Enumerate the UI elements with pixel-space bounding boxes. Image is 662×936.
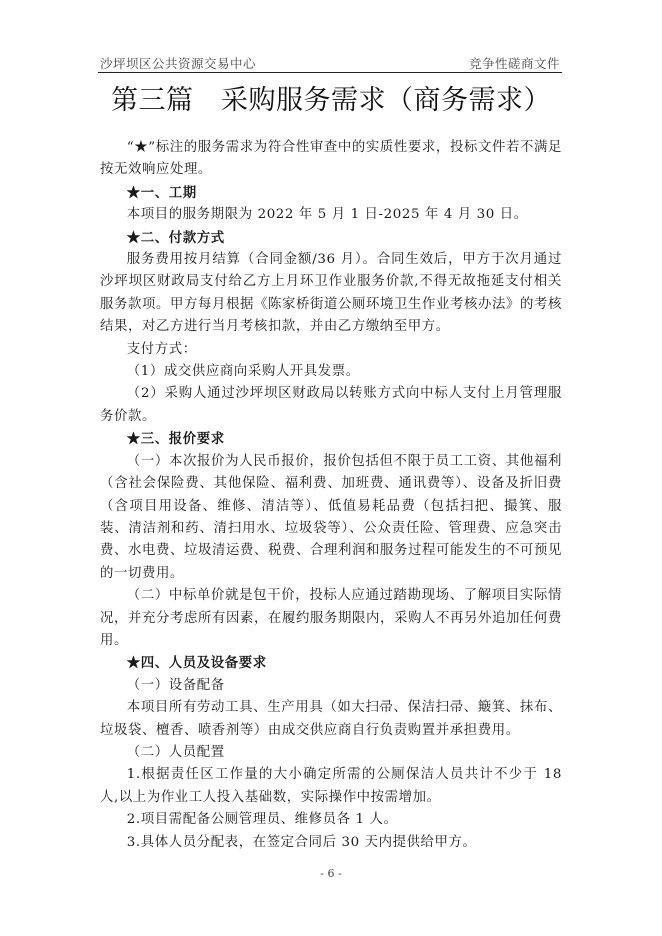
document-body: [100, 137, 562, 854]
heading-3-quotation: ★三、报价要求: [126, 431, 225, 448]
page-title: 第三篇 采购服务需求（商务需求）: [111, 85, 551, 116]
page-header: [98, 52, 562, 73]
paragraph-star-note: “★”标注的服务需求为符合性审查中的实质性要求，投标文件若不满足按无效响应处理。: [100, 140, 562, 178]
paragraph-personnel-item-1: 1.根据责任区工作量的大小确定所需的公厕保洁人员共计不少于 18 人,以上为作业工人投入基础数，实际操作中按需增加。: [100, 767, 562, 805]
header-document-type: 竞争性磋商文件: [468, 56, 560, 71]
header-organization: 沙坪坝区公共资源交易中心: [100, 56, 257, 71]
paragraph-equipment-label: （一）设备配备: [126, 677, 225, 693]
heading-2-payment: ★二、付款方式: [126, 229, 225, 246]
paragraph-payment-item-2: （2）采购人通过沙坪坝区财政局以转账方式向中标人支付上月管理服务价款。: [100, 386, 562, 424]
paragraph-personnel-item-2: 2.项目需配备公厕管理员、维修员各 1 人。: [126, 812, 398, 828]
paragraph-payment-settlement: 服务费用按月结算（合同金额/36 月）。合同生效后，甲方于次月通过沙坪坝区财政局支付给乙方上月环卫作业服务价款,不得无故拖延支付相关服务款项。甲方每月根据《陈家桥街道公厕环境卫生作业考核办法》的考核结果，对乙方进行当月考核扣款，并由乙方缴纳至甲方。: [100, 252, 562, 335]
paragraph-payment-method-label: 支付方式：: [126, 341, 197, 357]
paragraph-quotation-1: （一）本次报价为人民币报价，报价包括但不限于员工工资、其他福利（含社会保险费、其他保险、福利费、加班费、通讯费等）、设备及折旧费（含项目用设备、维修、清洁等）、低值易耗品费（包括扫把、撮箕、服装、清洁剂和药、清扫用水、垃圾袋等）、公众责任险、管理费、应急突击费、水电费、垃圾清运费、税费、合理利润和服务过程可能发生的不可预见的一切费用。: [100, 453, 562, 581]
paragraph-payment-item-1: （1）成交供应商向采购人开具发票。: [126, 364, 360, 380]
paragraph-quotation-2: （二）中标单价就是包干价，投标人应通过踏勘现场、了解项目实际情况，并充分考虑所有因素，在履约服务期限内，采购人不再另外追加任何费用。: [100, 588, 562, 648]
heading-1-schedule: ★一、工期: [126, 184, 197, 201]
paragraph-personnel-label: （二）人员配置: [126, 744, 225, 760]
paragraph-equipment-detail: 本项目所有劳动工具、生产用具（如大扫帚、保洁扫帚、簸箕、抹布、垃圾袋、檀香、喷香剂等）由成交供应商自行负责购置并承担费用。: [100, 700, 562, 738]
paragraph-personnel-item-3: 3.具体人员分配表，在签定合同后 30 天内提供给甲方。: [126, 834, 477, 850]
page-number: - 6 -: [320, 867, 342, 880]
paragraph-service-period: 本项目的服务期限为 2022 年 5 月 1 日-2025 年 4 月 30 日。: [126, 207, 528, 223]
heading-4-personnel-equipment: ★四、人员及设备要求: [126, 655, 267, 672]
